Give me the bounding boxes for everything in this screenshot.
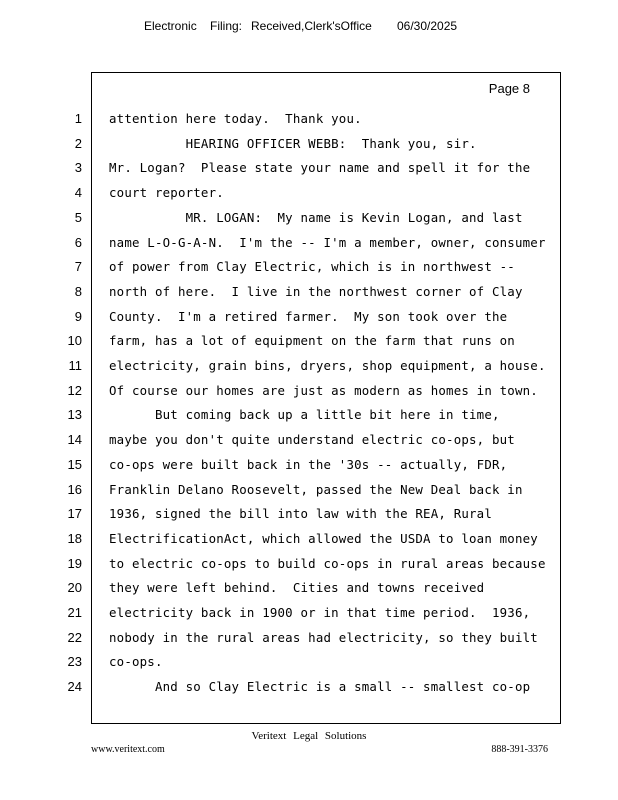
line-number: 23: [67, 654, 82, 669]
line-number: 13: [67, 407, 82, 422]
line-number: 4: [74, 185, 82, 200]
line-text: to electric co-ops to build co-ops in rural areas because: [109, 556, 546, 571]
footer-website: www.veritext.com: [91, 744, 165, 755]
line-number: 8: [74, 284, 82, 299]
line-number: 18: [67, 531, 82, 546]
line-number: 9: [74, 309, 82, 324]
line-number: 16: [67, 482, 82, 497]
line-number: 6: [74, 235, 82, 250]
line-text: name L-O-G-A-N. I'm the -- I'm a member, owner, consumer: [109, 235, 546, 250]
line-number: 14: [67, 432, 82, 447]
filing-electronic: Electronic: [144, 19, 197, 33]
line-text: court reporter.: [109, 185, 224, 200]
line-text: farm, has a lot of equipment on the farm that runs on: [109, 333, 515, 348]
filing-date: 06/30/2025: [397, 19, 458, 33]
line-text: of power from Clay Electric, which is in northwest --: [109, 259, 515, 274]
footer-phone: 888-391-3376: [491, 744, 548, 755]
page-number: Page 8: [488, 81, 530, 96]
line-number: 2: [74, 136, 82, 151]
line-text: Of course our homes are just as modern as homes in town.: [109, 383, 538, 398]
filing-received: Received,Clerk'sOffice: [251, 19, 372, 33]
line-number: 22: [67, 630, 82, 645]
line-number: 19: [67, 556, 82, 571]
line-text: ElectrificationAct, which allowed the USDA to loan money: [109, 531, 538, 546]
footer-company: Veritext Legal Solutions: [251, 730, 367, 742]
line-number: 24: [67, 679, 82, 694]
line-text: maybe you don't quite understand electric co-ops, but: [109, 432, 515, 447]
line-number: 3: [74, 160, 82, 175]
line-text: electricity, grain bins, dryers, shop equipment, a house.: [109, 358, 546, 373]
line-text: nobody in the rural areas had electricity, so they built: [109, 630, 538, 645]
line-text: HEARING OFFICER WEBB: Thank you, sir.: [109, 136, 477, 151]
line-text: electricity back in 1900 or in that time period. 1936,: [109, 605, 531, 620]
line-text: But coming back up a little bit here in time,: [109, 407, 500, 422]
line-text: north of here. I live in the northwest corner of Clay: [109, 284, 523, 299]
line-number: 17: [67, 506, 82, 521]
line-number: 7: [74, 259, 82, 274]
line-number: 12: [67, 383, 82, 398]
line-text: Franklin Delano Roosevelt, passed the New Deal back in: [109, 482, 523, 497]
line-text: Mr. Logan? Please state your name and spell it for the: [109, 160, 531, 175]
line-text: County. I'm a retired farmer. My son took over the: [109, 309, 508, 324]
line-number: 20: [67, 580, 82, 595]
line-number: 5: [74, 210, 82, 225]
line-number: 15: [67, 457, 82, 472]
line-number: 11: [68, 358, 82, 373]
line-text: attention here today. Thank you.: [109, 111, 362, 126]
line-text: co-ops.: [109, 654, 163, 669]
line-number: 10: [67, 333, 82, 348]
line-text: co-ops were built back in the '30s -- actually, FDR,: [109, 457, 508, 472]
line-number: 21: [67, 605, 82, 620]
line-text: 1936, signed the bill into law with the REA, Rural: [109, 506, 492, 521]
filing-stamp-header: [0, 19, 618, 37]
line-text: And so Clay Electric is a small -- smallest co-op: [109, 679, 531, 694]
line-number: 1: [74, 111, 82, 126]
line-text: MR. LOGAN: My name is Kevin Logan, and last: [109, 210, 523, 225]
line-text: they were left behind. Cities and towns received: [109, 580, 485, 595]
filing-label: Filing:: [210, 19, 243, 33]
